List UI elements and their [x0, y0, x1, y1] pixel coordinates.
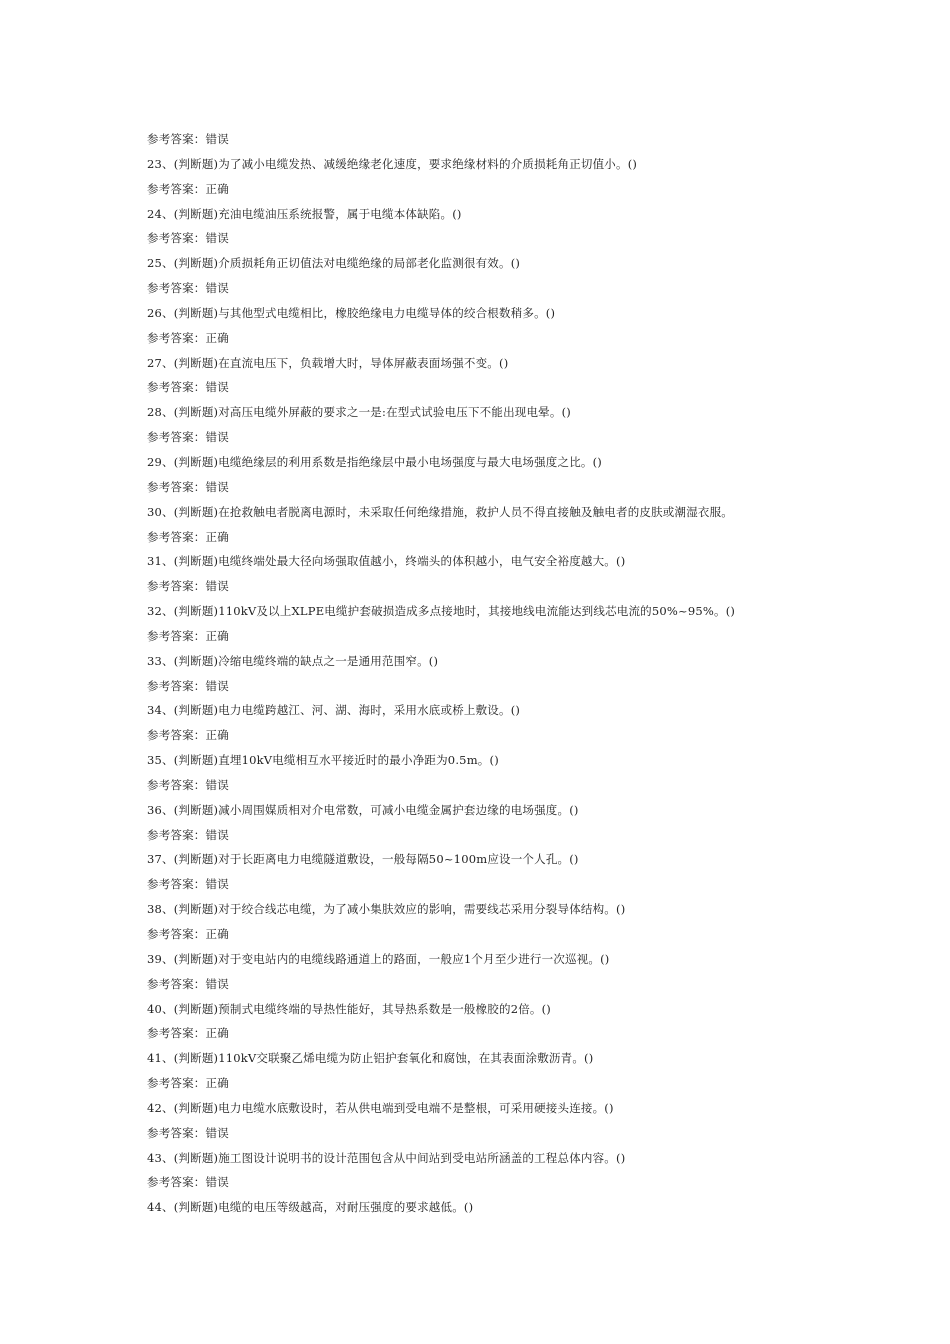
- question-line: 36、(判断题)减小周围媒质相对介电常数，可减小电缆金属护套边缘的电场强度。(): [147, 802, 579, 817]
- question-line: 38、(判断题)对于绞合线芯电缆，为了减小集肤效应的影响，需要线芯采用分裂导体结构。(): [147, 902, 626, 917]
- question-line: 37、(判断题)对于长距离电力电缆隧道敷设，一般每隔50~100m应设一个人孔。(): [147, 852, 579, 867]
- question-line: 25、(判断题)介质损耗角正切值法对电缆绝缘的局部老化监测很有效。(): [147, 256, 521, 271]
- answer-line: 参考答案：错误: [147, 777, 229, 792]
- question-line: 41、(判断题)110kV交联聚乙烯电缆为防止铝护套氧化和腐蚀，在其表面涂敷沥青。(): [147, 1051, 594, 1066]
- question-line: 44、(判断题)电缆的电压等级越高，对耐压强度的要求越低。(): [147, 1200, 474, 1215]
- answer-line: 参考答案：正确: [147, 330, 229, 345]
- answer-line: 参考答案：错误: [147, 132, 229, 146]
- question-line: 23、(判断题)为了减小电缆发热、减缓绝缘老化速度，要求绝缘材料的介质损耗角正切值小。(): [147, 156, 638, 171]
- answer-line: 参考答案：错误: [147, 1175, 229, 1190]
- question-line: 43、(判断题)施工图设计说明书的设计范围包含从中间站到受电站所涵盖的工程总体内容。(): [147, 1150, 626, 1165]
- answer-line: 参考答案：错误: [147, 479, 229, 494]
- question-line: 35、(判断题)直埋10kV电缆相互水平接近时的最小净距为0.5m。(): [147, 753, 499, 768]
- answer-line: 参考答案：错误: [147, 678, 229, 693]
- answer-line: 参考答案：正确: [147, 927, 229, 941]
- answer-line: 参考答案：错误: [147, 1125, 229, 1140]
- question-line: 31、(判断题)电缆终端处最大径向场强取值越小，终端头的体积越小，电气安全裕度越大。(): [147, 554, 626, 569]
- answer-line: 参考答案：正确: [147, 728, 229, 743]
- question-line: 24、(判断题)充油电缆油压系统报警，属于电缆本体缺陷。(): [147, 206, 462, 221]
- answer-line: 参考答案：错误: [147, 827, 229, 842]
- question-line: 33、(判断题)冷缩电缆终端的缺点之一是通用范围窄。(): [147, 653, 439, 668]
- question-line: 40、(判断题)预制式电缆终端的导热性能好，其导热系数是一般橡胶的2倍。(): [147, 1001, 551, 1016]
- answer-line: 参考答案：错误: [147, 380, 229, 395]
- question-line: 28、(判断题)对高压电缆外屏蔽的要求之一是:在型式试验电压下不能出现电晕。(): [147, 405, 571, 420]
- answer-line: 参考答案：错误: [147, 281, 229, 296]
- answer-line: 参考答案：正确: [147, 1076, 229, 1091]
- answer-line: 参考答案：正确: [147, 628, 229, 643]
- question-line: 34、(判断题)电力电缆跨越江、河、湖、海时，采用水底或桥上敷设。(): [147, 703, 521, 718]
- question-line: 39、(判断题)对于变电站内的电缆线路通道上的路面，一般应1个月至少进行一次巡视。(): [147, 951, 610, 966]
- answer-line: 参考答案：错误: [147, 877, 229, 892]
- answer-line: 参考答案：错误: [147, 976, 229, 991]
- answer-line: 参考答案：错误: [147, 430, 229, 445]
- question-line: 32、(判断题)110kV及以上XLPE电缆护套破损造成多点接地时，其接地线电流能达到线芯电流的50%~95%。(): [147, 604, 736, 619]
- question-line: 27、(判断题)在直流电压下，负载增大时，导体屏蔽表面场强不变。(): [147, 355, 509, 370]
- answer-line: 参考答案：正确: [147, 529, 229, 544]
- question-line: 42、(判断题)电力电缆水底敷设时，若从供电端到受电端不是整根，可采用硬接头连接。(): [147, 1100, 614, 1115]
- answer-line: 参考答案：正确: [147, 1026, 229, 1041]
- answer-line: 参考答案：正确: [147, 181, 229, 196]
- question-line: 30、(判断题)在抢救触电者脱离电源时，未采取任何绝缘措施，救护人员不得直接触及触电者的皮肤或潮湿衣服。: [147, 504, 734, 519]
- question-list: [147, 127, 927, 1220]
- question-line: 26、(判断题)与其他型式电缆相比，橡胶绝缘电力电缆导体的绞合根数稍多。(): [147, 305, 556, 320]
- answer-line: 参考答案：错误: [147, 579, 229, 594]
- answer-line: 参考答案：错误: [147, 231, 229, 246]
- question-line: 29、(判断题)电缆绝缘层的利用系数是指绝缘层中最小电场强度与最大电场强度之比。(): [147, 454, 602, 469]
